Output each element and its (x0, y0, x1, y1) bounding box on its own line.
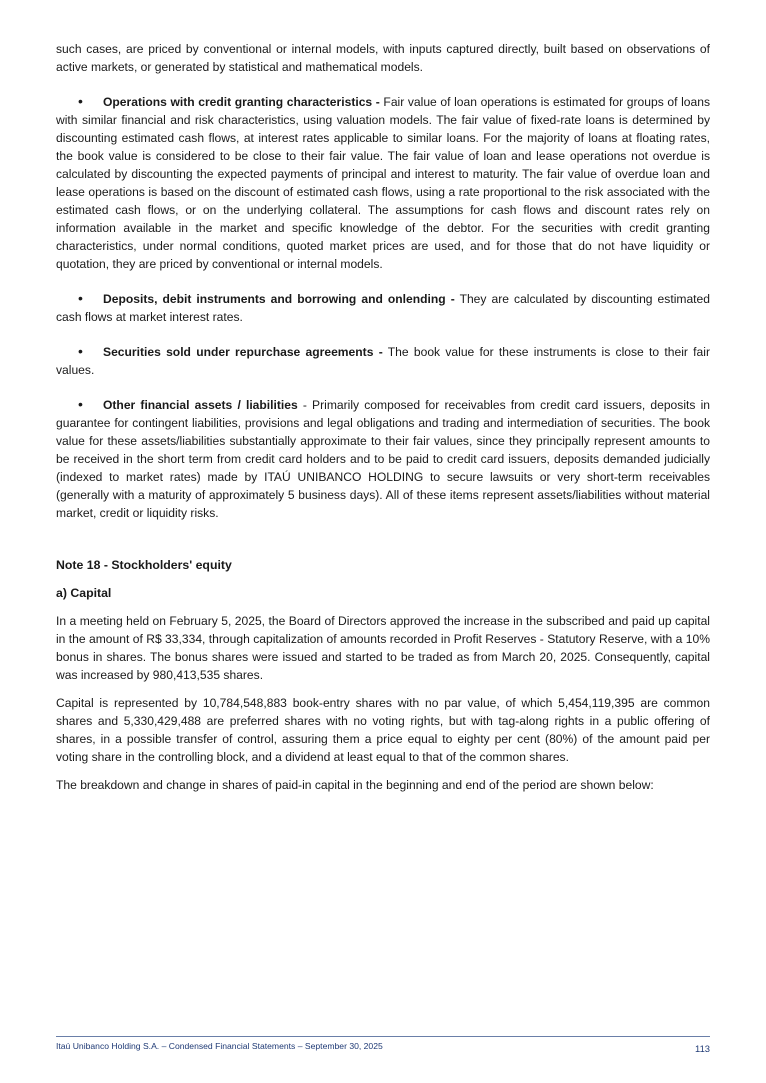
page-number: 113 (695, 1043, 710, 1054)
bullet-text: The book value for these instruments is close to their fair values. (56, 345, 710, 377)
bullet-deposits (56, 289, 710, 326)
capital-paragraph-1: In a meeting held on February 5, 2025, the Board of Directors approved the increase in the subscribed and paid up capital in the amount of R$ 33,334, through capitalization of amounts recorded in Profit Reserves - Statutory Reserve, with a 10% bonus in shares. The bonus shares were issued and started to be traded as from March 20, 2025. Consequently, capital was increased by 980,413,535 shares. (56, 614, 710, 682)
bullet-repurchase (56, 342, 710, 379)
bullet-text: They are calculated by discounting estimated cash flows at market interest rates. (56, 292, 710, 324)
bullet-text: Fair value of loan operations is estimated for groups of loans with similar financial and risk characteristics, using valuation models. The fair value of fixed-rate loans is determined by discounting estimated cash flows, at interest rates applicable to similar loans. For the majority of loans at floating rates, the book value is considered to be close to their fair value. The fair value of loan and lease operations not overdue is calculated by discounting the expected payments of principal and interest to maturity. The fair value of overdue loan and lease operations is based on the discount of estimated cash flows, using a rate proportional to the risk associated with the estimated cash flows, or on the underlying collateral. The assumptions for cash flows and discount rates rely on information available in the market and specific knowledge of the debtor. For the securities with credit granting characteristics, under normal conditions, quoted market prices are used, and for those that do not have liquidity or quotation, they are priced by conventional or internal models. (56, 95, 710, 271)
bullet-text: - Primarily composed for receivables from credit card issuers, deposits in guarantee for contingent liabilities, provisions and legal obligations and trading and intermediation of securities. The book value for these assets/liabilities substantially approximate to their fair values, since they principally represent amounts to be received in the short term from credit card holders and to be paid to credit card issuers, deposits demanded judicially (indexed to market rates) made by ITAÚ UNIBANCO HOLDING to secure lawsuits or very short-term receivables (generally with a maturity of approximately 5 business days). All of these items represent assets/liabilities without material market, credit or liquidity risks. (56, 398, 710, 520)
bullet-icon: • (78, 290, 83, 306)
note-title: Note 18 - Stockholders' equity (56, 558, 232, 572)
bullet-credit-granting (56, 92, 710, 273)
footer-text: Itaú Unibanco Holding S.A. – Condensed Financial Statements – September 30, 2025 (56, 1041, 383, 1051)
capital-paragraph-3: The breakdown and change in shares of paid-in capital in the beginning and end of the period are shown below: (56, 778, 654, 792)
bullet-icon: • (78, 343, 83, 359)
document-body (56, 40, 710, 804)
capital-paragraph-2: Capital is represented by 10,784,548,883 book-entry shares with no par value, of which 5,454,119,395 are common shares and 5,330,429,488 are preferred shares with no voting rights, but with tag-along rights in a public offering of shares, in a possible transfer of control, assuring them a price equal to eighty per cent (80%) of the amount paid per voting share in the controlling block, and a dividend at least equal to that of the common shares. (56, 696, 710, 764)
page-footer (56, 1036, 710, 1054)
bullet-lead: Deposits, debit instruments and borrowing and onlending - (103, 292, 455, 306)
bullet-lead: Securities sold under repurchase agreements - (103, 345, 383, 359)
bullet-lead: Operations with credit granting characteristics - (103, 95, 380, 109)
intro-paragraph: such cases, are priced by conventional or internal models, with inputs captured directly, built based on observations of active markets, or generated by statistical and mathematical models. (56, 42, 710, 74)
bullet-icon: • (78, 396, 83, 412)
bullet-lead: Other financial assets / liabilities (103, 398, 298, 412)
bullet-other-financial (56, 395, 710, 522)
section-subtitle: a) Capital (56, 586, 112, 600)
bullet-icon: • (78, 93, 83, 109)
